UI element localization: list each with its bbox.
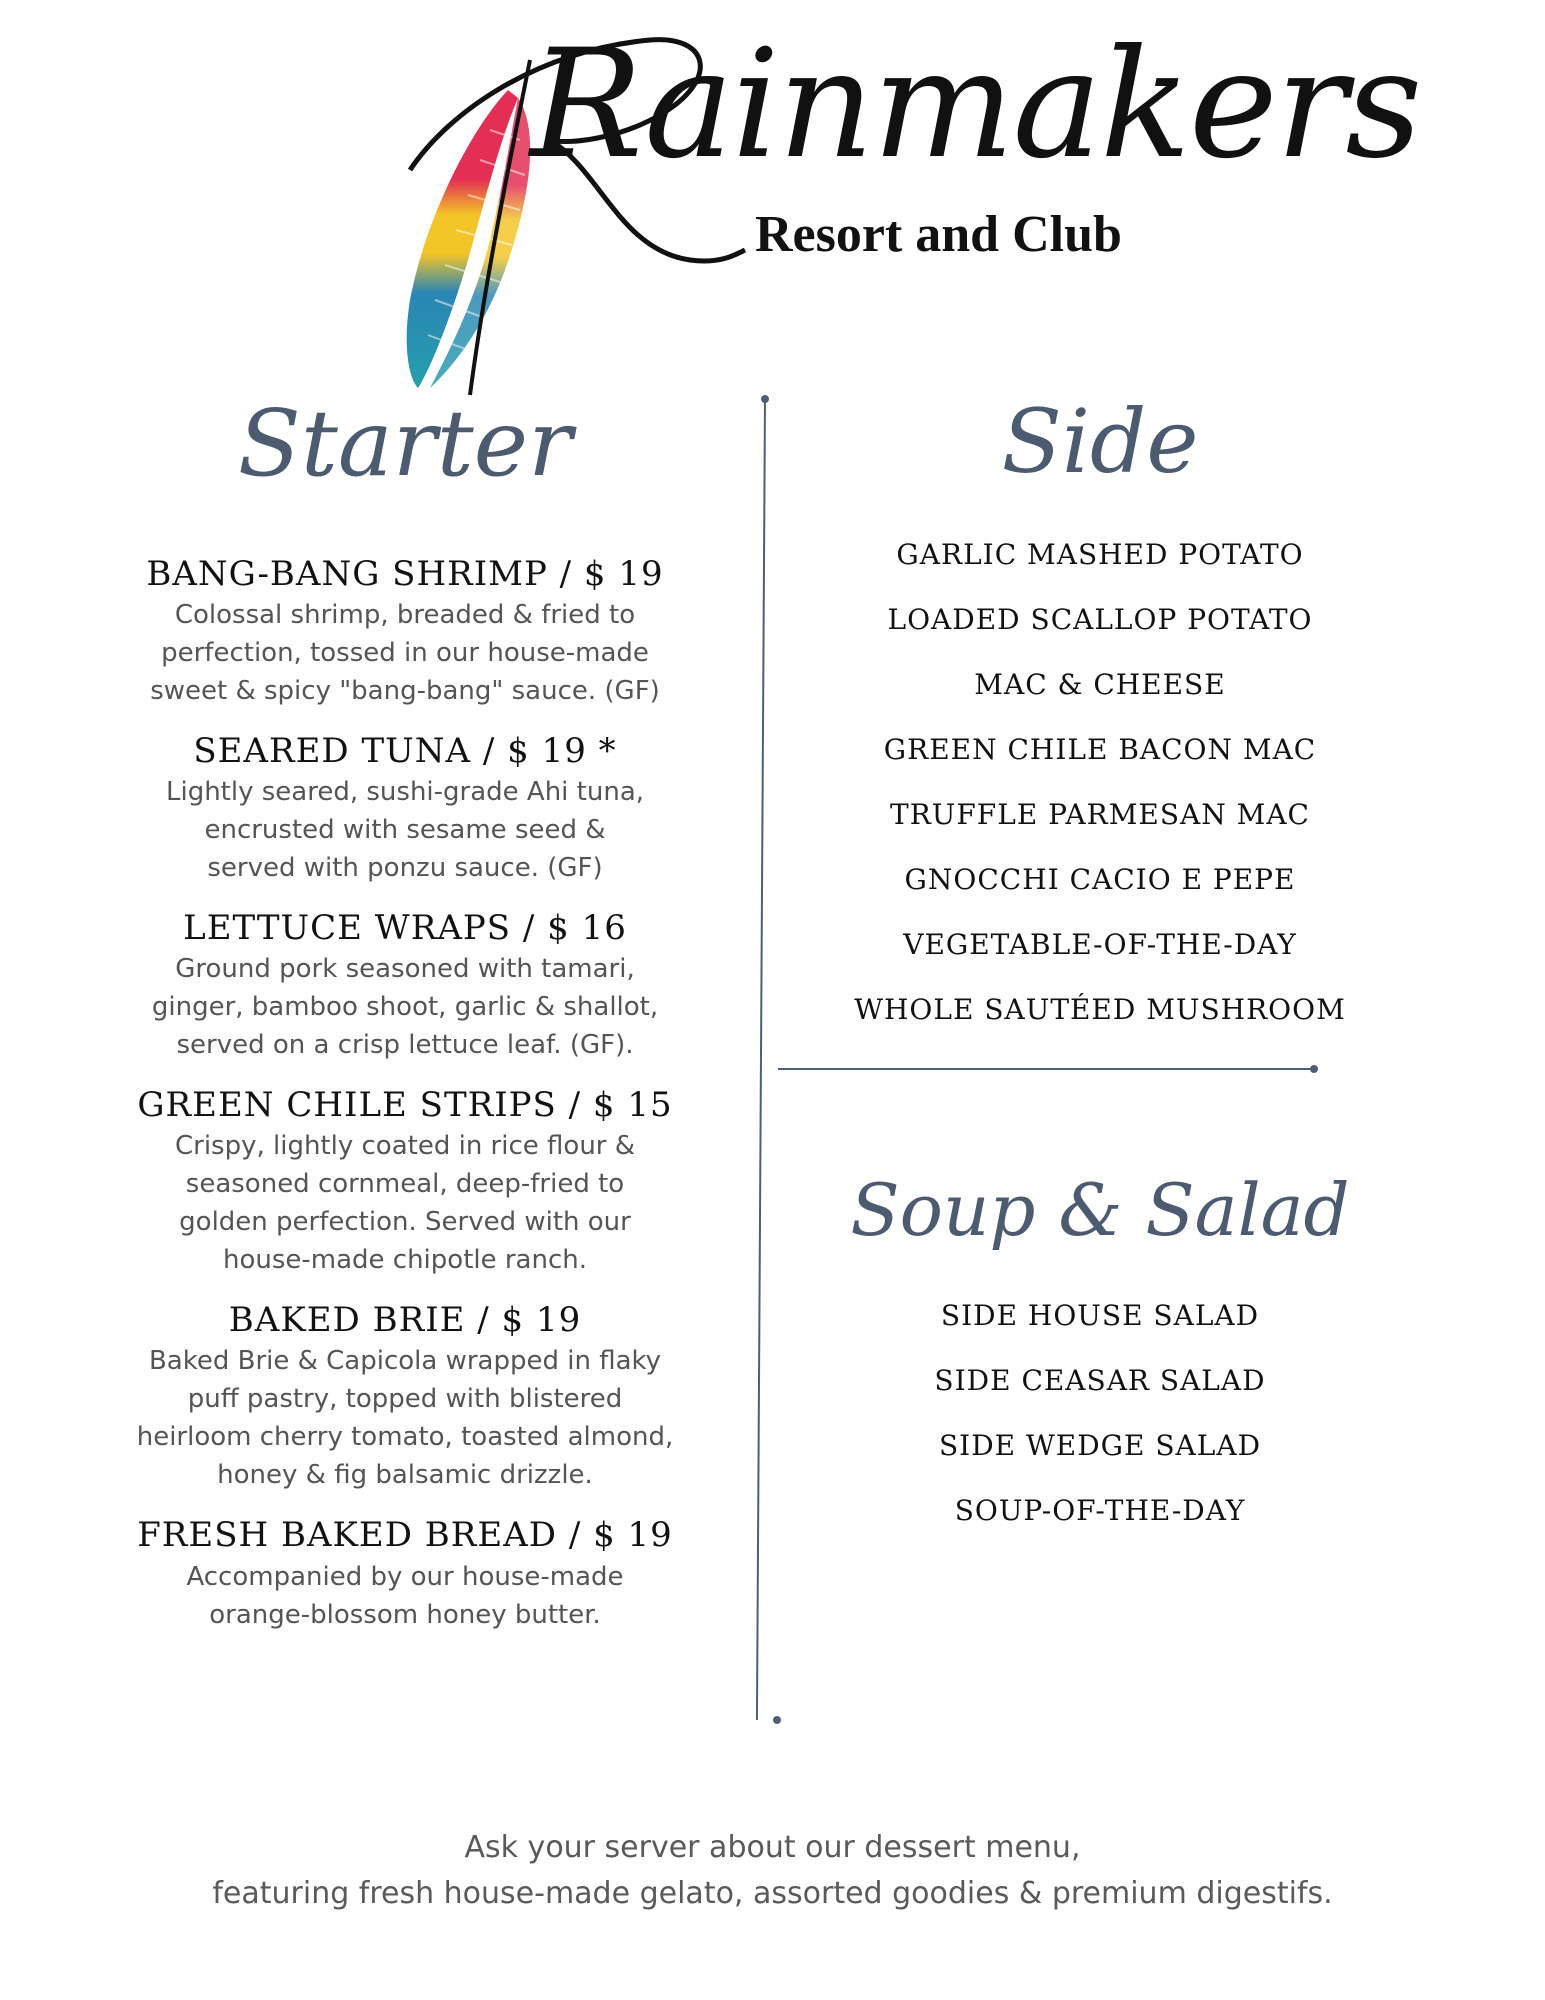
description-line: house-made chipotle ranch. (222, 1245, 588, 1276)
description-line: Ground pork seasoned with tamari, (175, 954, 635, 985)
starter-item-description (130, 1127, 680, 1279)
description-line: served on a crisp lettuce leaf. (GF). (176, 1030, 634, 1061)
starter-item-name: BAKED BRIE / $ 19 (228, 1300, 582, 1341)
side-item: VEGETABLE-OF-THE-DAY (903, 928, 1297, 961)
soup-salad-item: SIDE CEASAR SALAD (934, 1364, 1266, 1397)
starter-item-description (130, 950, 680, 1064)
soup-salad-title: Soup & Salad (850, 1168, 1350, 1252)
description-line: Colossal shrimp, breaded & fried to (174, 600, 636, 631)
side-item: GNOCCHI CACIO E PEPE (904, 863, 1296, 896)
description-line: ginger, bamboo shoot, garlic & shallot, (151, 992, 659, 1023)
footer-line-2: featuring fresh house-made gelato, assorted goodies & premium digestifs. (212, 1876, 1333, 1911)
description-line: golden perfection. Served with our (179, 1207, 631, 1238)
soup-salad-item: SIDE WEDGE SALAD (938, 1429, 1262, 1462)
description-line: Baked Brie & Capicola wrapped in flaky (148, 1346, 662, 1377)
description-line: served with ponzu sauce. (GF) (207, 853, 603, 884)
footer-note (0, 1825, 1545, 1917)
description-line: orange-blossom honey butter. (209, 1599, 601, 1630)
soup-salad-list (820, 1283, 1380, 1543)
footer-line-1: Ask your server about our dessert menu, (464, 1830, 1081, 1865)
side-item: MAC & CHEESE (974, 668, 1226, 701)
side-item: GREEN CHILE BACON MAC (883, 733, 1317, 766)
description-line: Lightly seared, sushi-grade Ahi tuna, (165, 777, 645, 808)
starter-item (130, 555, 680, 710)
starter-item-name: BANG-BANG SHRIMP / $ 19 (146, 554, 664, 594)
starter-title: Starter (237, 390, 573, 497)
side-item: TRUFFLE PARMESAN MAC (890, 798, 1310, 831)
starter-item-name: SEARED TUNA / $ 19 * (193, 731, 617, 772)
description-line: sweet & spicy "bang-bang" sauce. (GF) (150, 676, 660, 707)
starter-item-description (130, 1558, 680, 1634)
divider-dot-bottom (773, 1716, 781, 1724)
starter-item-name: FRESH BAKED BREAD / $ 19 (137, 1515, 673, 1556)
side-item: GARLIC MASHED POTATO (896, 538, 1304, 571)
description-line: Accompanied by our house-made (186, 1561, 624, 1592)
logo (390, 18, 1421, 400)
description-line: puff pastry, topped with blistered (187, 1384, 623, 1415)
soup-salad-item: SOUP-OF-THE-DAY (954, 1494, 1246, 1527)
starter-item (130, 1301, 680, 1494)
description-line: Crispy, lightly coated in rice flour & (174, 1131, 636, 1162)
side-title: Side (1001, 390, 1199, 493)
side-list (820, 522, 1380, 1042)
starter-item (130, 1516, 680, 1633)
starter-item-description (130, 1342, 680, 1494)
horizontal-divider (778, 1068, 1314, 1070)
starter-item (130, 732, 680, 887)
starter-list (130, 555, 680, 1656)
starter-item-name: LETTUCE WRAPS / $ 16 (183, 908, 627, 949)
logo-script-text: Rainmakers (530, 18, 1421, 192)
side-item: LOADED SCALLOP POTATO (887, 603, 1313, 636)
description-line: encrusted with sesame seed & (204, 815, 606, 846)
side-item: WHOLE SAUTÉED MUSHROOM (854, 993, 1346, 1026)
logo-subtitle: Resort and Club (755, 206, 1122, 263)
starter-item-description (130, 773, 680, 887)
description-line: heirloom cherry tomato, toasted almond, (136, 1422, 674, 1453)
starter-item-description (130, 596, 680, 710)
starter-item-name: GREEN CHILE STRIPS / $ 15 (137, 1085, 673, 1126)
soup-salad-item: SIDE HOUSE SALAD (940, 1299, 1260, 1332)
description-line: honey & fig balsamic drizzle. (217, 1460, 593, 1491)
divider-dot-right (1310, 1065, 1318, 1073)
vertical-divider (756, 400, 766, 1720)
starter-item (130, 1086, 680, 1279)
starter-item (130, 909, 680, 1064)
description-line: perfection, tossed in our house-made (161, 638, 649, 669)
description-line: seasoned cornmeal, deep-fried to (185, 1169, 625, 1200)
